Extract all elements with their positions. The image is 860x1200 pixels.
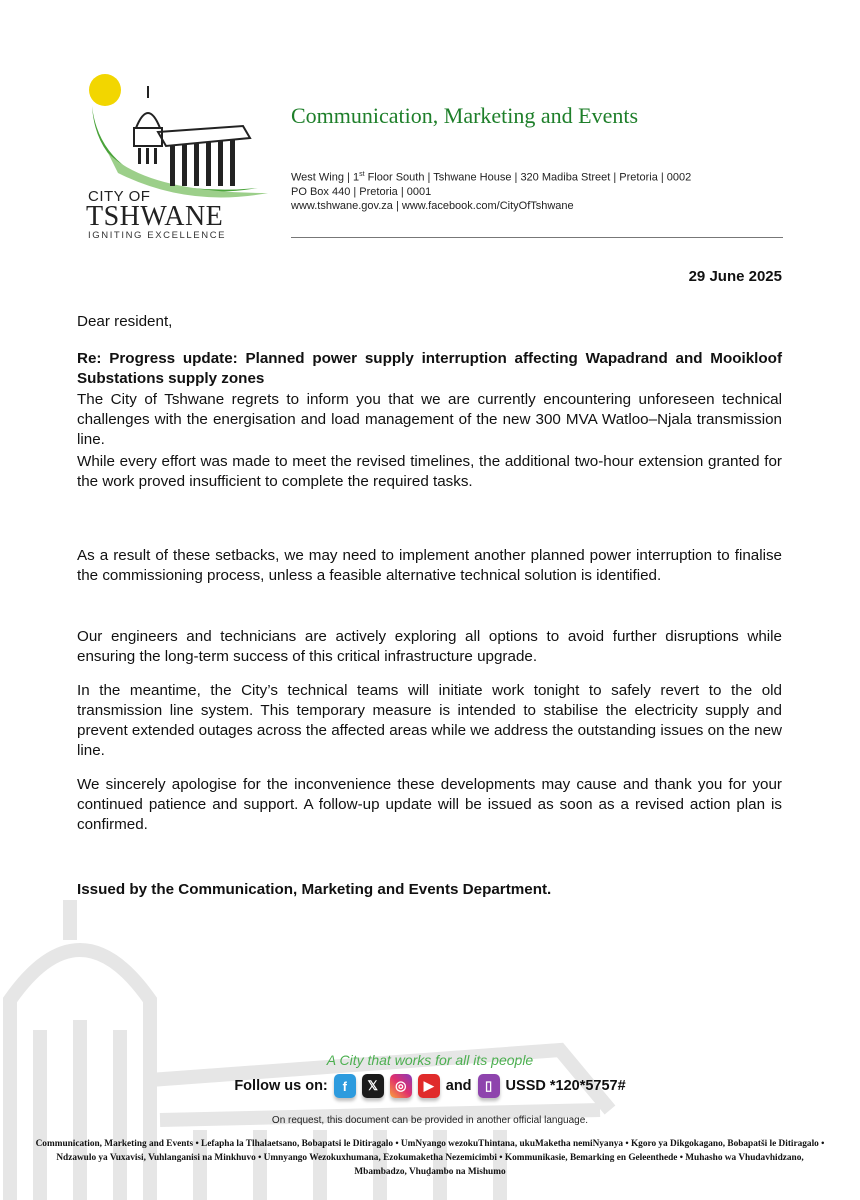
address-block (291, 168, 691, 213)
social-bar (0, 1074, 860, 1098)
salutation: Dear resident, (77, 313, 173, 330)
address-line-2: PO Box 440 | Pretoria | 0001 (291, 185, 432, 198)
youtube-icon[interactable]: ▶ (418, 1074, 440, 1098)
logo-city-of: CITY OF (88, 188, 151, 205)
ussd-code: USSD *120*5757# (505, 1078, 626, 1094)
phone-icon: ▯ (478, 1074, 500, 1098)
letter-date: 29 June 2025 (688, 268, 782, 285)
slogan: A City that works for all its people (326, 1052, 534, 1068)
follow-label: Follow us on: (234, 1078, 328, 1094)
paragraph: In the meantime, the City’s technical teams will initiate work tonight to safely revert to the old transmission line system. This temporary measure is intended to stabilise the electricity supply and prevent extended outages across the affected areas while we address the outstanding issues on the new line. (77, 682, 782, 759)
issued-by: Issued by the Communication, Marketing and Events Department. (77, 881, 552, 898)
logo-tagline: IGNITING EXCELLENCE (88, 230, 227, 241)
and-label: and (445, 1078, 472, 1094)
logo-name: TSHWANE (86, 201, 224, 232)
x-icon[interactable]: 𝕏 (362, 1074, 384, 1098)
header-divider (291, 237, 783, 238)
instagram-icon[interactable]: ◎ (390, 1074, 412, 1098)
subject-line: Re: Progress update: Planned power supply interruption affecting Wapadrand and Mooikloof Substations supply zones (77, 350, 782, 387)
paragraph: Our engineers and technicians are actively exploring all options to avoid further disruptions while ensuring the long-term success of this critical infrastructure upgrade. (77, 628, 782, 665)
paragraph: The City of Tshwane regrets to inform you that we are currently encountering unforeseen technical challenges with the energisation and load management of the new 300 MVA Watloo–Njala transmission line. (77, 391, 782, 448)
department-names-languages: Communication, Marketing and Events • Lefapha la Tlhalaetsano, Bobapatsi le Ditiragalo • UmNyango wezokuThintana, ukuMaketha nemiNyanya • Kgoro ya Dikgokagano, Bobapatši le Ditiragalo • Ndzawulo ya Vuxavisi, Vuhlanganisi na Minkhuvo • Umnyango Wezokuxhumana, Ezokumaketha Nezemicimbi • Kommunikasie, Bemarking en Geleenthede • Muhasho wa Vhudavhidzano, Mbambadzo, Vhuḓambo na Mishumo (35, 1139, 825, 1177)
address-line-1: West Wing | 1st Floor South | Tshwane House | 320 Madiba Street | Pretoria | 0002 (291, 171, 692, 184)
language-note: On request, this document can be provided in another official language. (271, 1115, 589, 1126)
paragraph: We sincerely apologise for the inconvenience these developments may cause and thank you for your continued patience and support. A follow-up update will be issued as soon as a revised action plan is confirmed. (77, 776, 782, 833)
paragraph: As a result of these setbacks, we may need to implement another planned power interruption to finalise the commissioning process, unless a feasible alternative technical solution is identified. (77, 547, 782, 584)
paragraph: While every effort was made to meet the revised timelines, the additional two-hour extension granted for the work proved insufficient to complete the required tasks. (77, 453, 782, 490)
department-title: Communication, Marketing and Events (291, 103, 639, 128)
address-web-links[interactable]: www.tshwane.gov.za | www.facebook.com/CityOfTshwane (291, 199, 574, 212)
facebook-icon[interactable]: f (334, 1074, 356, 1098)
